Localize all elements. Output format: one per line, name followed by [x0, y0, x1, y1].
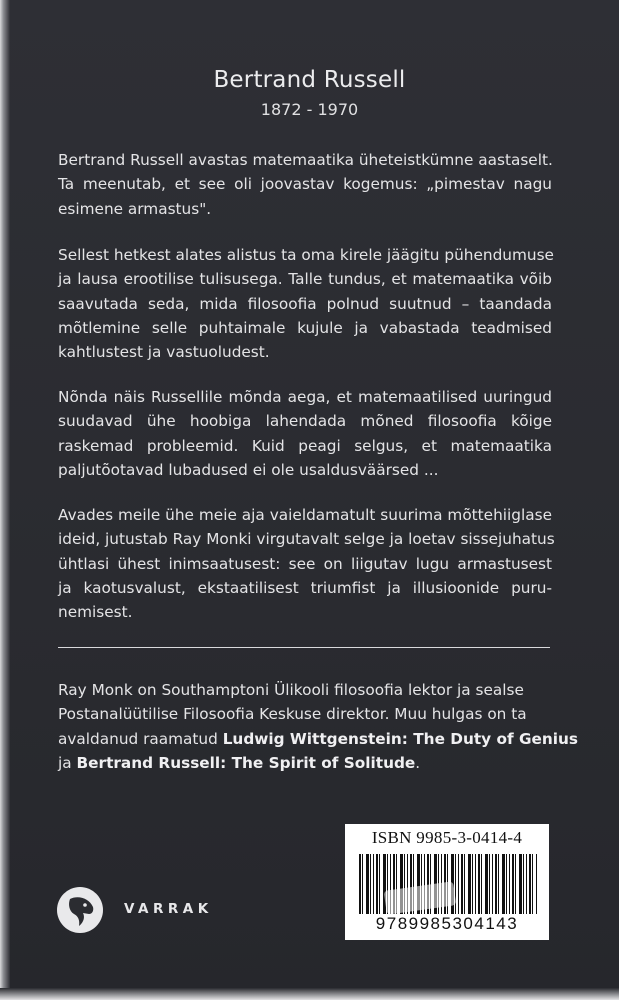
book-title: Bertrand Russell: The Spirit of Solitude — [76, 753, 416, 772]
bio-text: . — [415, 753, 421, 772]
isbn-barcode — [345, 824, 549, 940]
text-line: ja kaotusvalust, ekstaatilisest triumfist ja illusioonide puru- — [58, 578, 552, 597]
text-line: mõtlemine selle puhtaimale kujule ja vabastada teadmised — [58, 318, 552, 337]
text-line: saavutada seda, mida filosoofia polnud suutnud – taandada — [58, 294, 552, 313]
bio-line — [58, 727, 579, 751]
blurb-paragraph-4 — [58, 503, 555, 624]
blurb-paragraph-1 — [58, 148, 552, 221]
bio-text: ja — [58, 753, 72, 772]
text-line: nemisest. — [58, 603, 133, 622]
divider-line — [58, 647, 550, 648]
blurb-paragraph-3 — [58, 385, 552, 482]
text-line: Bertrand Russell avastas matemaatika üheteistkümne aastaselt. — [58, 151, 553, 169]
bio-line: Ray Monk on Southamptoni Ülikooli filosoofia lektor ja sealse — [58, 681, 524, 699]
text-line: Sellest hetkest alates alistus ta oma kirele jäägitu pühendumuse — [58, 246, 554, 264]
text-line: esimene armastus". — [58, 199, 212, 218]
text-line: raskemad probleemid. Kuid peagi selgus, et matemaatika — [58, 436, 552, 455]
text-line: Ta meenutab, et see oli joovastav kogemus: „pimestav nagu — [58, 175, 552, 194]
author-name: Bertrand Russell — [213, 67, 406, 93]
barcode-digits: 9789985304143 — [345, 914, 549, 934]
bird-head-icon — [56, 886, 104, 934]
text-line: suudavad ühe hoobiga lahendada mõned filosoofia kõige — [58, 412, 552, 431]
bio-line — [58, 751, 552, 775]
text-line: Nõnda näis Russellile mõnda aega, et matemaatilised uuringud — [58, 388, 552, 406]
isbn-number: ISBN 9985-3-0414-4 — [371, 828, 523, 847]
book-title: Ludwig Wittgenstein: The Duty of Genius — [222, 729, 579, 748]
author-bio — [58, 678, 579, 775]
text-line: Avades meile ühe meie aja vaieldamatult suurima mõttehiiglase — [58, 506, 552, 524]
blurb-paragraph-2 — [58, 243, 552, 364]
bio-line: Postanalüütilise Filosoofia Keskuse direktor. Muu hulgas on ta — [58, 705, 527, 724]
bio-text: avaldanud raamatud — [58, 729, 218, 748]
text-line: kahtlustest ja vastuoludest. — [58, 343, 270, 362]
text-line: ühtlasi ühest inimsaatusest: see on liigutav lugu armastusest — [58, 554, 552, 573]
cover-left-edge — [0, 0, 10, 1000]
text-line: ja lausa erootilise tulisusega. Talle tundus, et matemaatika võib — [58, 270, 552, 289]
publisher-name: VARRAK — [124, 901, 213, 917]
cover-bottom-edge — [0, 988, 619, 1000]
text-line: ideid, jutustab Ray Monki virgutavalt selge ja loetav sissejuhatus — [58, 530, 555, 549]
author-years: 1872 - 1970 — [260, 100, 359, 119]
text-line: paljutõotavad lubadused ei ole usaldusväärsed ... — [58, 460, 439, 479]
